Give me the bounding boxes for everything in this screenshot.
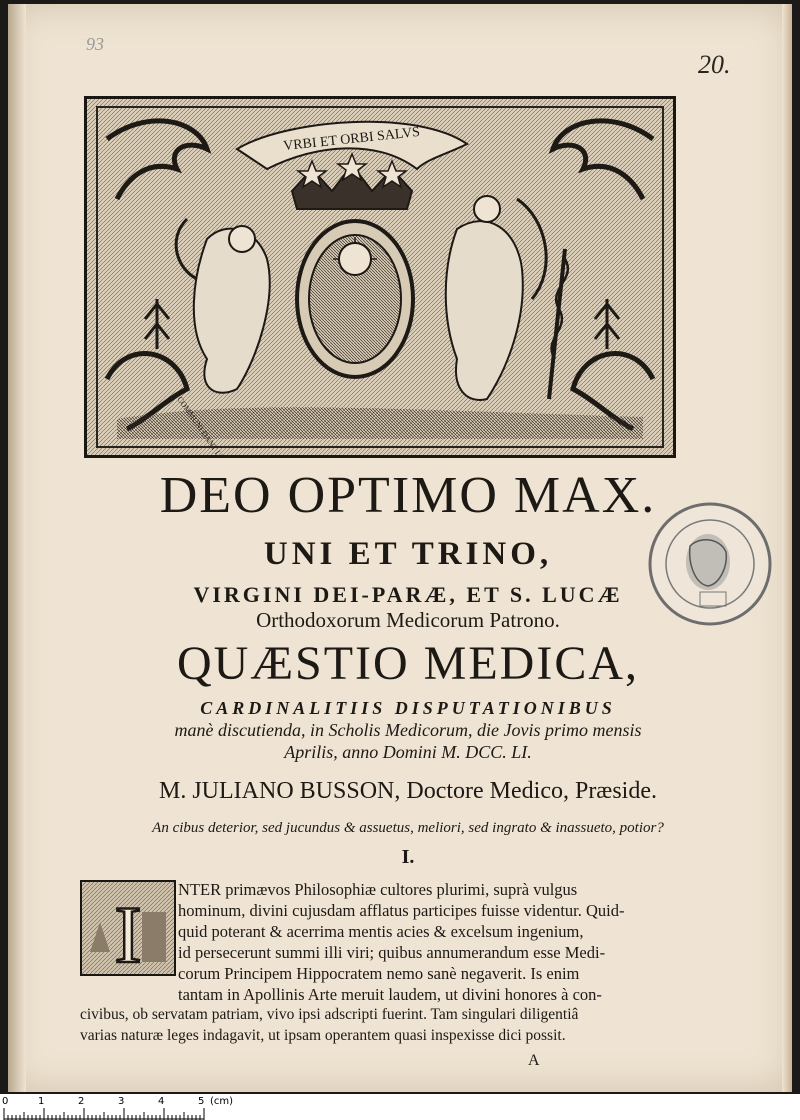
stamp-seal-art [642,466,772,662]
decorated-initial [80,880,176,976]
headpiece-engraving-art [87,99,673,455]
paragraph-line-5: corum Principem Hippocratem nemo sanè negaverit. Is enim [178,964,580,983]
initial-letter-art [82,882,174,974]
paragraph-line-7: civibus, ob servatam patriam, vivo ipsi adscripti fuerint. Tam singulari diligentiâ [80,1006,579,1023]
question-line: An cibus deterior, sed jucundus & assuetus, meliori, sed ingrato & inassueto, potior? [152,820,664,836]
ruler-label-3: 3 [118,1096,125,1107]
section-number: I. [401,846,415,868]
paragraph-line-2: hominum, divini cujusdam afflatus participes fuisse videntur. Quid- [178,901,625,920]
ruler-label-2: 2 [78,1096,85,1107]
paragraph-line-3: quid poterant & acerrima mentis acies & excelsum ingenium, [178,922,584,941]
initial-letter: I [114,889,142,974]
book-page [8,4,792,1092]
handwritten-folio-number: 20. [698,50,731,79]
dedication-line-3: VIRGINI DEI-PARÆ, ET S. LUCÆ [193,582,623,607]
praeses-line: M. JULIANO BUSSON, Doctore Medico, Præside. [159,778,657,804]
disputation-line-3: Aprilis, anno Domini M. DCC. LI. [284,742,532,762]
pencil-folio-mark: 93 [86,34,104,54]
signature-mark: A [528,1052,540,1069]
scale-ruler [0,1094,800,1120]
ruler-unit-label: (cm) [210,1096,234,1107]
dedication-line-4: Orthodoxorum Medicorum Patrono. [256,608,560,632]
engraving-motto: VRBI ET ORBI SALVS [282,124,421,155]
library-stamp [642,466,772,662]
engraved-headpiece-illustration [84,96,676,458]
paragraph-line-8: varias naturæ leges indagavit, ut ipsam operantem quasi inspexisse dici possit. [80,1027,566,1044]
paragraph-line-6: tantam in Apollinis Arte meruit laudem, ut divini honores à con- [178,985,602,1004]
dedication-line-2: UNI ET TRINO, [263,536,553,572]
disputation-line-2: manè discutienda, in Scholis Medicorum, die Jovis primo mensis [174,720,642,740]
dedication-title: DEO OPTIMO MAX. [159,467,657,524]
disputation-line-1: CARDINALITIIS DISPUTATIONIBUS [200,698,616,718]
quaestio-heading: QUÆSTIO MEDICA, [177,637,639,690]
ruler-label-4: 4 [158,1096,165,1107]
ruler-label-0: 0 [2,1096,9,1107]
paragraph-line-4: id persecerunt summi illi viri; quibus annumerandum esse Medi- [178,943,606,962]
ruler-label-1: 1 [38,1096,45,1107]
ruler-label-5: 5 [198,1096,205,1107]
paragraph-line-1: NTER primævos Philosophiæ cultores plurimi, suprà vulgus [178,880,578,899]
